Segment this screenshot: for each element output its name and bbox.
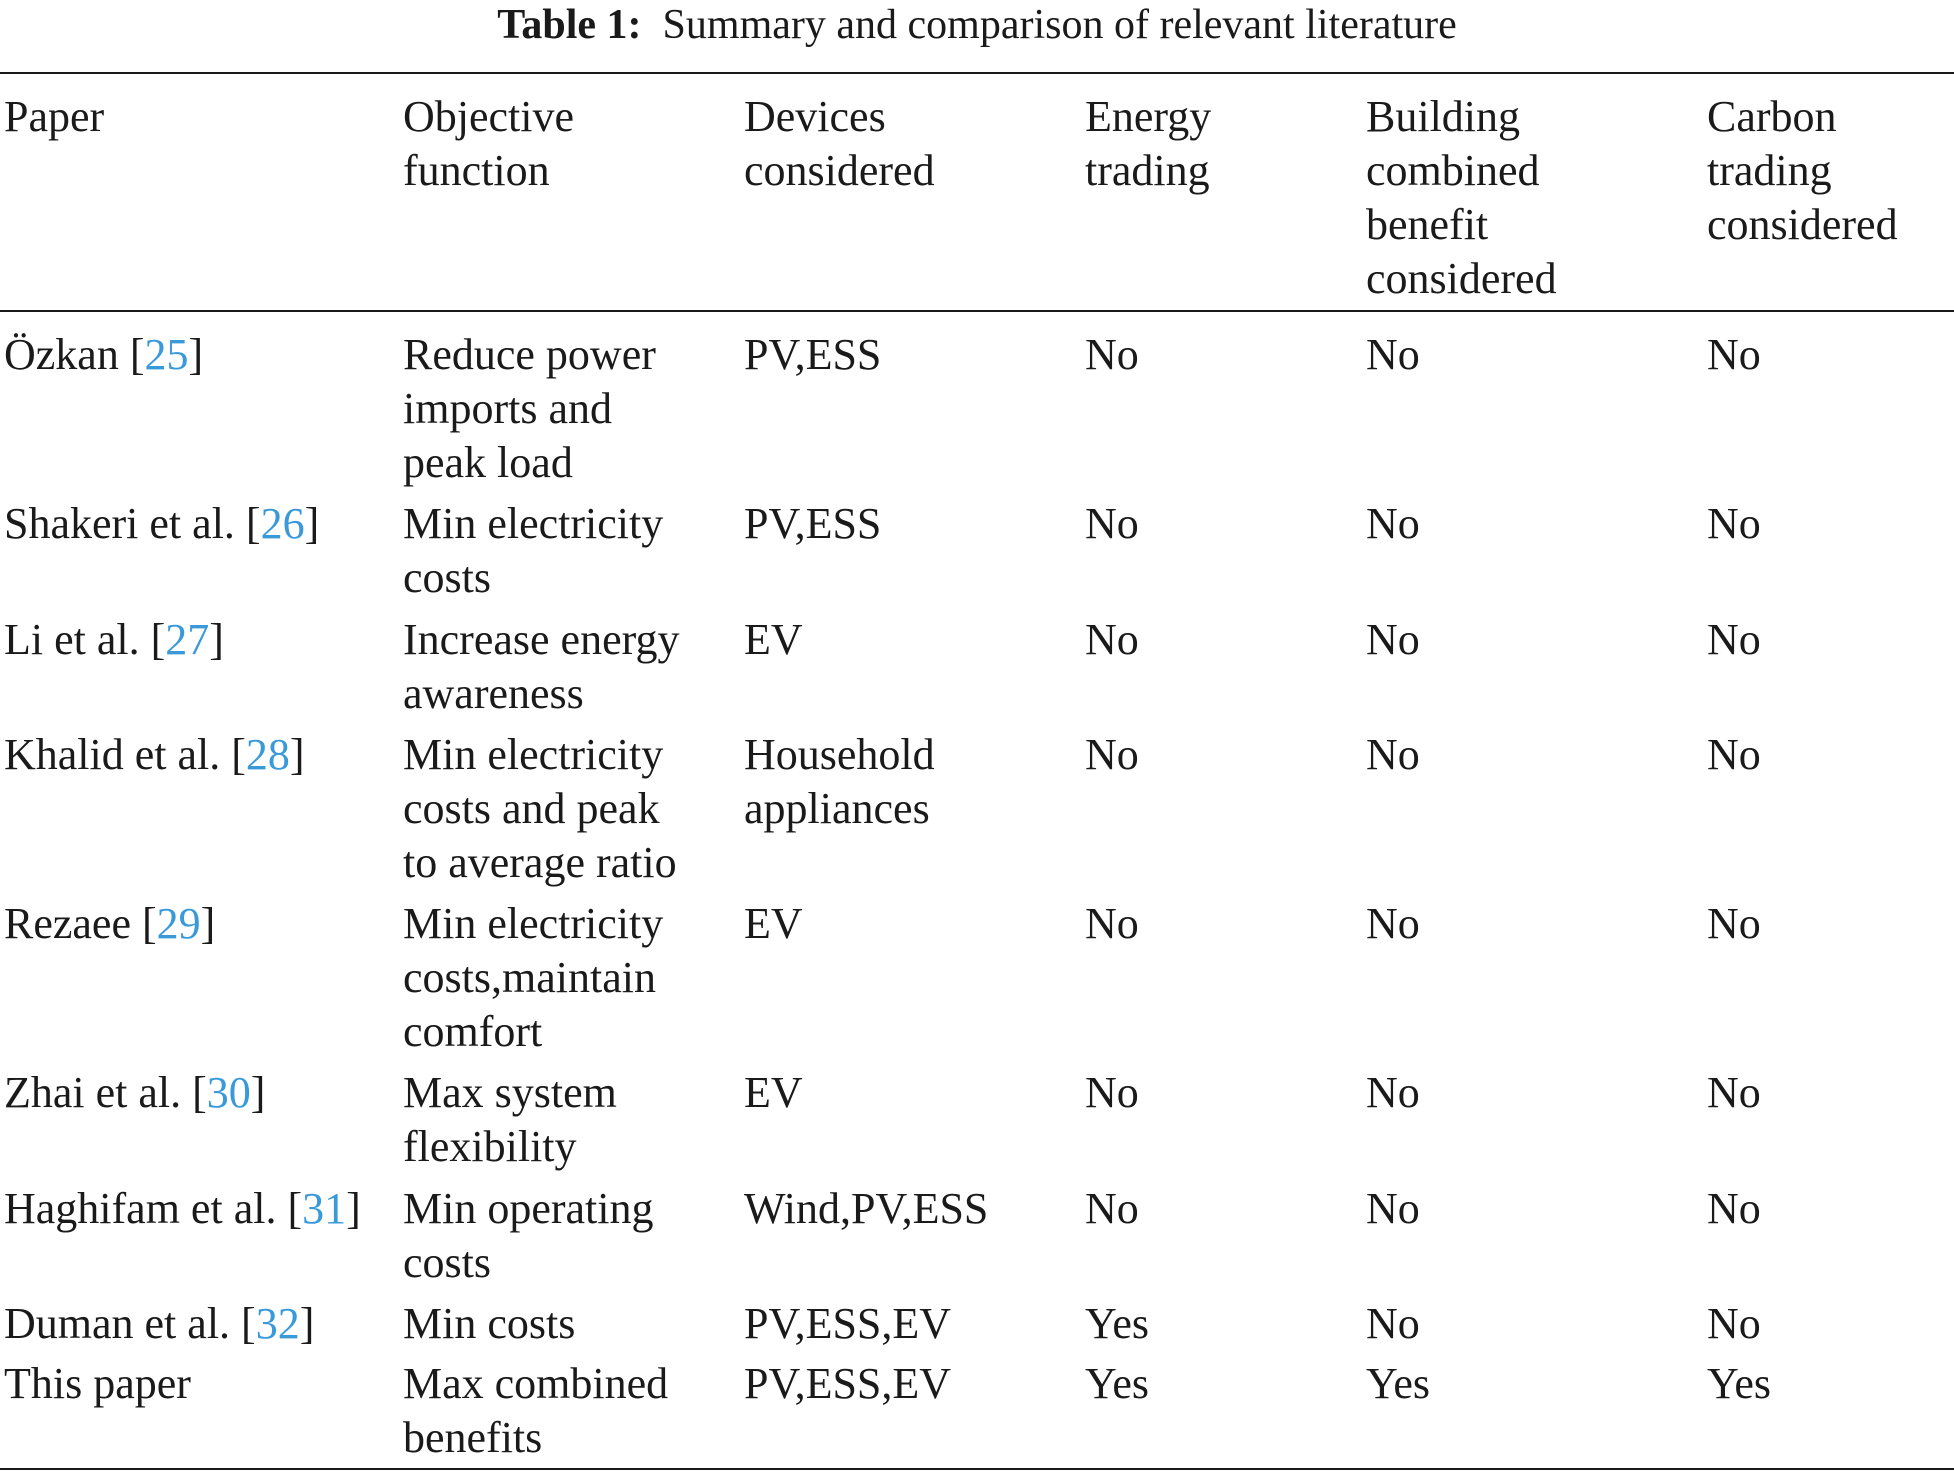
paper-author: Özkan [4,330,119,379]
cell-energy-trading: No [1085,330,1139,379]
cell-devices: EV [744,899,803,948]
cell-objective: Min operating costs [403,1184,654,1287]
cell-paper: Li et al. [27] [4,615,224,664]
paper-author: Khalid et al. [4,730,221,779]
cell-devices: PV,ESS,EV [744,1299,952,1348]
cell-devices: EV [744,615,803,664]
cell-carbon-trading: No [1707,330,1761,379]
reference-link[interactable]: 31 [302,1184,347,1233]
cell-devices: PV,ESS [744,499,882,548]
cell-paper [4,1357,191,1411]
reference-link[interactable]: 30 [206,1068,251,1117]
cell-carbon-trading: No [1707,899,1761,948]
cell-objective: Min electricity costs,maintain comfort [403,899,664,1056]
table-caption-label: Table 1: [497,2,642,48]
table-header-rule [0,310,1954,312]
table-caption-text: Summary and comparison of relevant literature [662,2,1457,48]
paper-author: This paper [4,1359,191,1408]
reference-link[interactable]: 32 [255,1299,300,1348]
cell-energy-trading: Yes [1085,1359,1150,1408]
cell-energy-trading: No [1085,899,1139,948]
cell-carbon-trading: No [1707,615,1761,664]
paper-author: Rezaee [4,899,131,948]
cell-objective: Reduce power imports and peak load [403,330,656,487]
cell-building-benefit: No [1366,330,1420,379]
header-carbon-trading: Carbon trading considered [1707,92,1898,249]
cell-objective: Max combined benefits [403,1359,669,1462]
cell-carbon-trading: No [1707,1299,1761,1348]
cell-devices: Household appliances [744,730,935,833]
cell-energy-trading: No [1085,1184,1139,1233]
paper-author: Shakeri et al. [4,499,235,548]
reference-link[interactable]: 29 [156,899,201,948]
cell-carbon-trading: No [1707,499,1761,548]
header-paper: Paper [4,92,105,141]
cell-paper: Khalid et al. [28] [4,730,305,779]
paper-author: Duman et al. [4,1299,231,1348]
header-building-combined-benefit: Building combined benefit considered [1366,92,1557,303]
paper-author: Haghifam et al. [4,1184,277,1233]
cell-paper: Haghifam et al. [31] [4,1184,361,1233]
paper-author: Li et al. [4,615,140,664]
reference-link[interactable]: 25 [144,330,189,379]
reference-link[interactable]: 26 [260,499,305,548]
cell-carbon-trading: No [1707,1068,1761,1117]
table-caption [0,0,1954,50]
header-energy-trading: Energy trading [1085,92,1212,195]
cell-devices: Wind,PV,ESS [744,1184,989,1233]
reference-link[interactable]: 28 [245,730,290,779]
cell-objective: Min costs [403,1299,576,1348]
header-devices-considered: Devices considered [744,92,935,195]
cell-paper: Özkan [25] [4,330,204,379]
cell-energy-trading: No [1085,615,1139,664]
cell-energy-trading: No [1085,499,1139,548]
reference-link[interactable]: 27 [165,615,210,664]
cell-building-benefit: No [1366,499,1420,548]
cell-building-benefit: No [1366,1068,1420,1117]
header-objective-function: Objective function [403,92,575,195]
cell-objective: Min electricity costs [403,499,664,602]
cell-energy-trading: No [1085,730,1139,779]
cell-building-benefit: No [1366,730,1420,779]
cell-paper: Rezaee [29] [4,899,216,948]
cell-devices: PV,ESS,EV [744,1359,952,1408]
cell-objective: Min electricity costs and peak to average ratio [403,730,677,887]
cell-objective: Max system flexibility [403,1068,617,1171]
cell-carbon-trading: No [1707,1184,1761,1233]
cell-building-benefit: No [1366,1184,1420,1233]
cell-building-benefit: No [1366,1299,1420,1348]
cell-carbon-trading: No [1707,730,1761,779]
cell-building-benefit: No [1366,899,1420,948]
cell-devices: PV,ESS [744,330,882,379]
paper-author: Zhai et al. [4,1068,182,1117]
cell-building-benefit: No [1366,615,1420,664]
cell-devices: EV [744,1068,803,1117]
table-bottom-rule [0,1468,1954,1470]
cell-objective: Increase energy awareness [403,615,680,718]
cell-paper: Duman et al. [32] [4,1299,315,1348]
cell-carbon-trading: Yes [1707,1359,1772,1408]
cell-paper: Zhai et al. [30] [4,1068,266,1117]
cell-paper: Shakeri et al. [26] [4,499,320,548]
table-top-rule [0,72,1954,74]
cell-energy-trading: Yes [1085,1299,1150,1348]
cell-energy-trading: No [1085,1068,1139,1117]
cell-building-benefit: Yes [1366,1359,1431,1408]
